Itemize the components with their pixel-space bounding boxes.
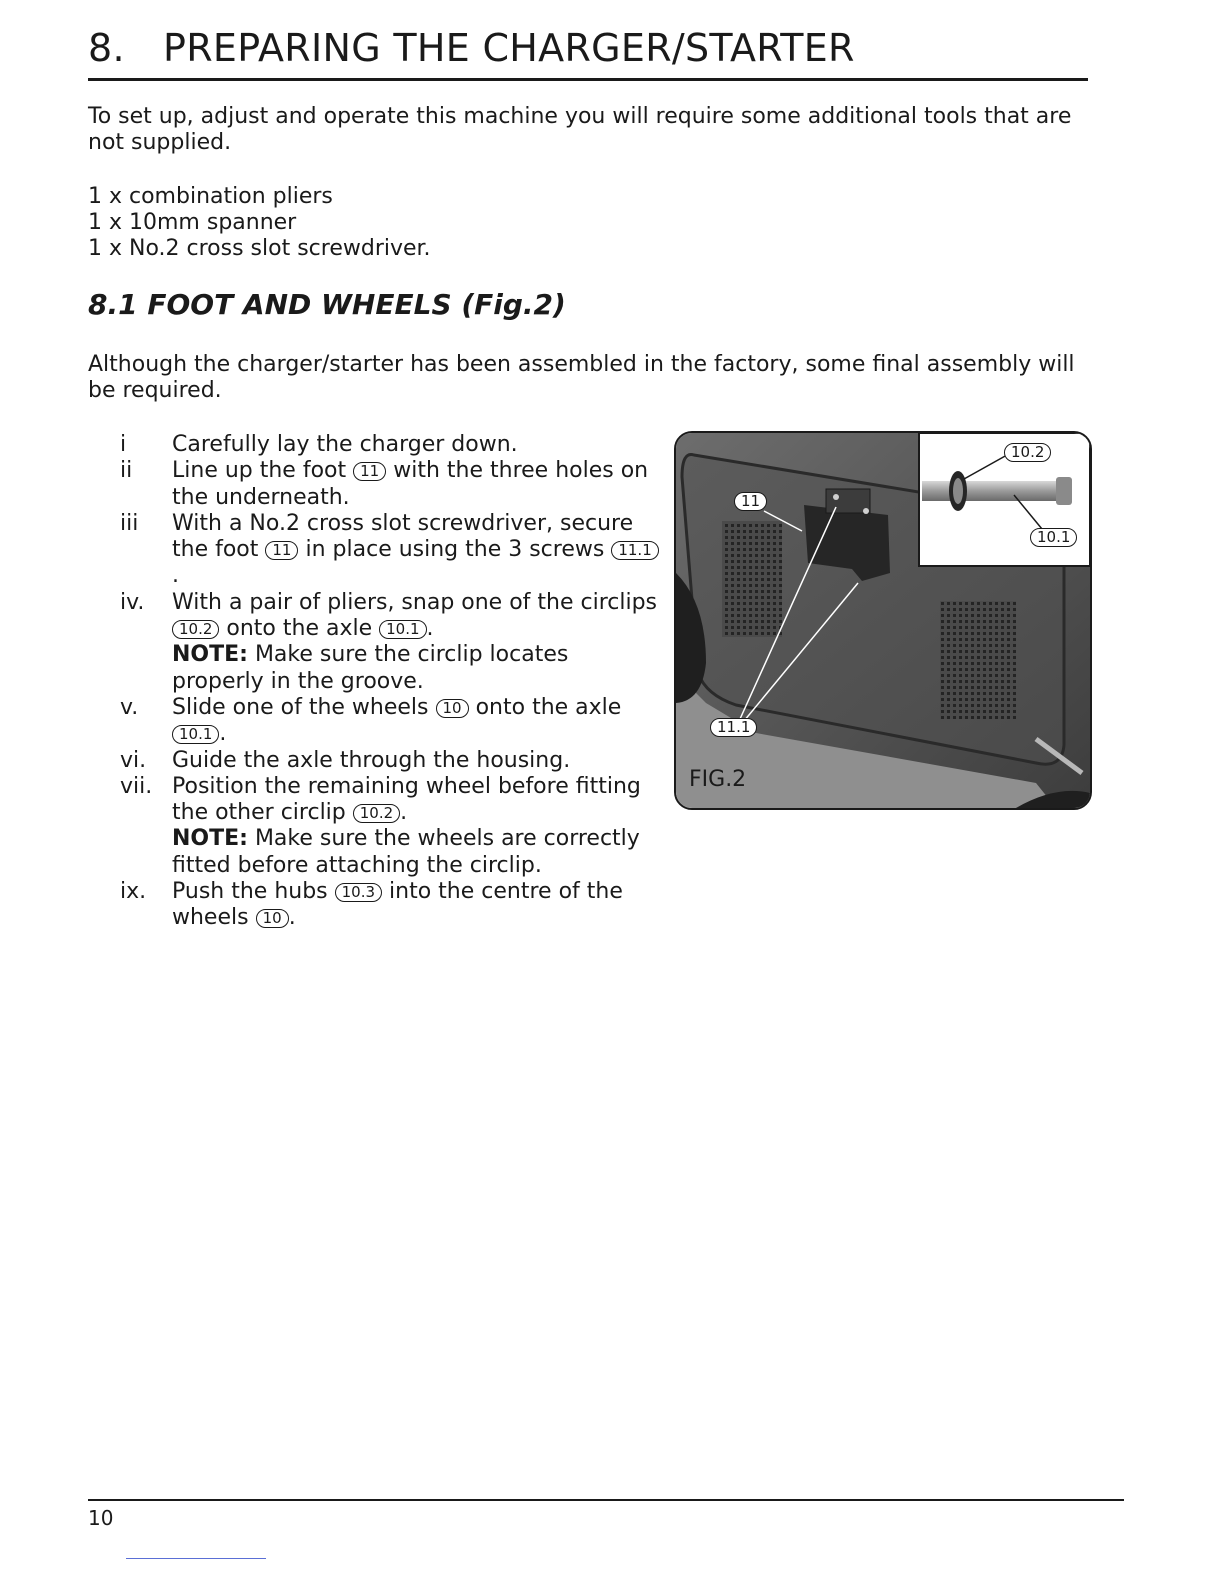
tools-list bbox=[88, 184, 431, 262]
callout-badge: 10 bbox=[256, 909, 289, 928]
step-text: Push the hubs 10.3 into the centre of the wheels 10 . bbox=[172, 879, 623, 931]
callout-badge: 10.2 bbox=[172, 620, 219, 639]
tool-item: 1 x No.2 cross slot screwdriver. bbox=[88, 236, 431, 261]
callout-badge: 10.1 bbox=[379, 620, 426, 639]
step-text: With a No.2 cross slot screwdriver, secure the foot 11 in place using the 3 screws 11.1. bbox=[172, 511, 660, 590]
callout-badge: 11 bbox=[353, 462, 386, 481]
step-item bbox=[120, 879, 660, 932]
step-number: vi. bbox=[120, 747, 147, 773]
step-item bbox=[120, 748, 660, 774]
callout-badge: 10.3 bbox=[335, 883, 382, 902]
step-text: Guide the axle through the housing. bbox=[172, 747, 571, 773]
callout-badge: 10 bbox=[436, 699, 469, 718]
section-title bbox=[88, 26, 855, 70]
step-number: ix. bbox=[120, 879, 147, 905]
step-number: i bbox=[120, 432, 127, 457]
step-number: vii. bbox=[120, 773, 153, 799]
step-text: Slide one of the wheels 10 onto the axle 10.1 . bbox=[172, 694, 622, 747]
step-text: Position the remaining wheel before fitting the other circlip 10.2 . NOTE: Make sure the wheels are correctly fitted before attaching the circlip. bbox=[172, 773, 641, 878]
step-item bbox=[120, 695, 660, 748]
note-label: NOTE: bbox=[172, 826, 248, 852]
note-text: Make sure the wheels are correctly fitted before attaching the circlip. bbox=[172, 826, 640, 878]
callout-11-1: 11.1 bbox=[710, 718, 757, 737]
callout-badge: 10.2 bbox=[353, 804, 400, 823]
steps-list bbox=[120, 432, 660, 932]
subsection-heading: 8.1 FOOT AND WHEELS (Fig.2) bbox=[88, 288, 566, 321]
callout-badge: 11.1 bbox=[611, 541, 658, 560]
step-item bbox=[120, 590, 660, 695]
callout-badge: 10.1 bbox=[172, 725, 219, 744]
callout-10-1: 10.1 bbox=[1030, 528, 1077, 547]
footer-rule bbox=[88, 1499, 1124, 1501]
step-text: Carefully lay the charger down. bbox=[172, 432, 518, 457]
tool-item: 1 x combination pliers bbox=[88, 184, 333, 209]
bottom-link-underline bbox=[126, 1558, 266, 1559]
title-rule bbox=[88, 78, 1088, 81]
callout-11: 11 bbox=[734, 492, 767, 511]
step-item bbox=[120, 432, 660, 458]
note-label: NOTE: bbox=[172, 642, 248, 668]
step-number: v. bbox=[120, 694, 139, 720]
page-number: 10 bbox=[88, 1506, 114, 1530]
intro-paragraph: To set up, adjust and operate this machine you will require some additional tools that are not supplied. bbox=[88, 104, 1072, 155]
callout-10-2: 10.2 bbox=[1004, 443, 1051, 462]
subsection-intro: Although the charger/starter has been assembled in the factory, some final assembly will be required. bbox=[88, 352, 1075, 403]
step-item bbox=[120, 458, 660, 511]
tool-item: 1 x 10mm spanner bbox=[88, 210, 297, 235]
step-item bbox=[120, 511, 660, 590]
section-title-text: PREPARING THE CHARGER/STARTER bbox=[163, 26, 855, 70]
step-number: iv. bbox=[120, 589, 145, 615]
note-text: Make sure the circlip locates properly in the groove. bbox=[172, 642, 569, 694]
step-number: ii bbox=[120, 458, 133, 484]
step-text: With a pair of pliers, snap one of the circlips 10.2 onto the axle 10.1 . NOTE: Make sure the circlip locates properly in the groove. bbox=[172, 589, 658, 694]
section-number: 8. bbox=[88, 26, 125, 70]
step-number: iii bbox=[120, 510, 139, 536]
figure-label: FIG.2 bbox=[689, 767, 747, 792]
figure-2 bbox=[674, 431, 1092, 810]
callout-badge: 11 bbox=[265, 541, 298, 560]
charger-underside-illustration bbox=[676, 433, 1090, 808]
step-item bbox=[120, 774, 660, 879]
step-text: Line up the foot 11 with the three holes on the underneath. bbox=[172, 458, 649, 510]
